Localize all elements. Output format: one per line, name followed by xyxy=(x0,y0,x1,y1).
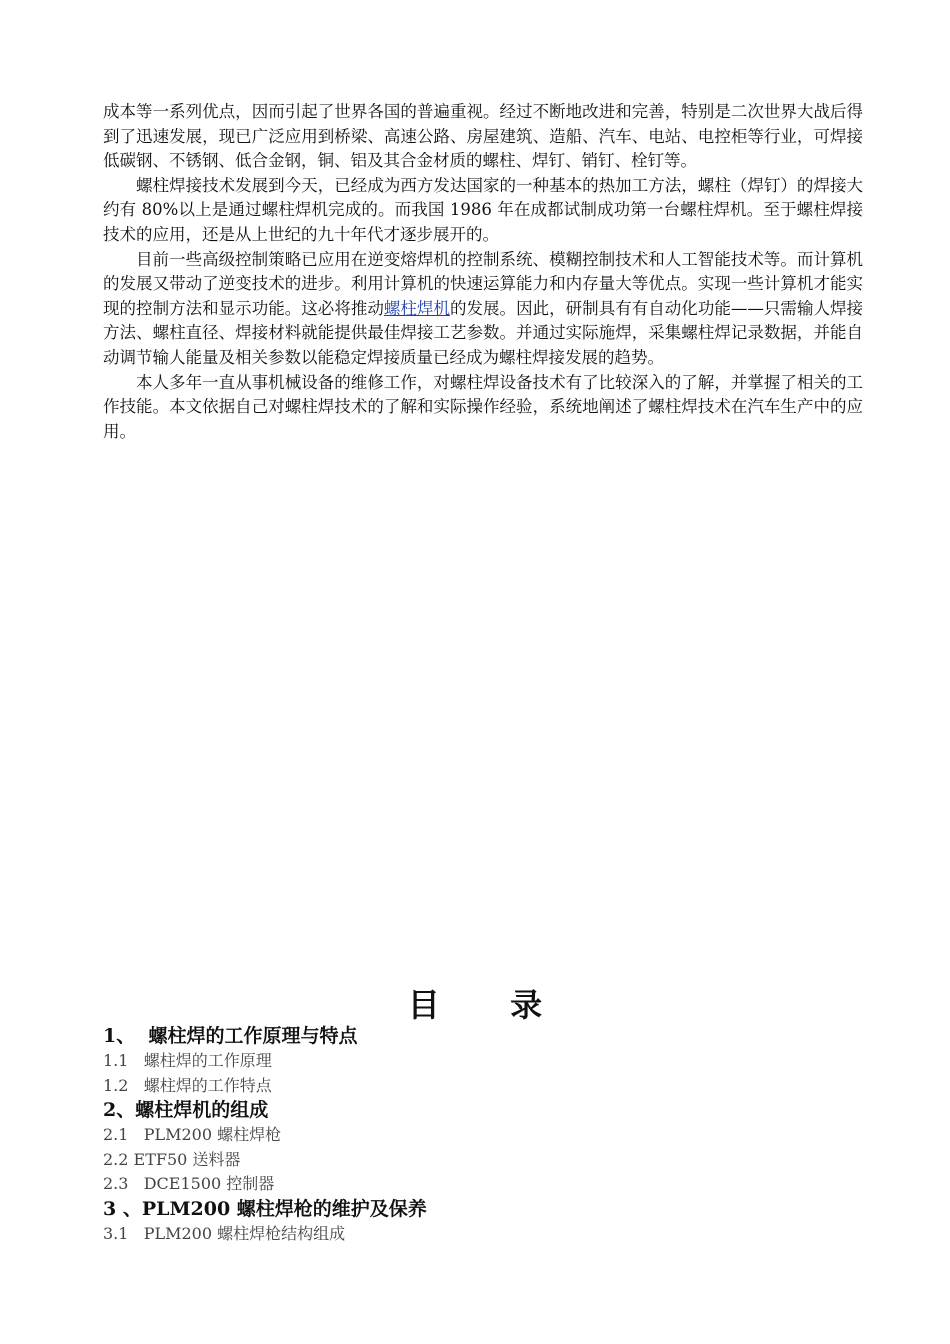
toc-entry-2-1[interactable]: 2.1 PLM200 螺柱焊枪 xyxy=(103,1125,282,1144)
paragraph-development: 螺柱焊接技术发展到今天，已经成为西方发达国家的一种基本的热加工方法，螺柱（焊钉）的焊接大约有 80%以上是通过螺柱焊机完成的。而我国 1986 年在成都试制成功第一台螺柱焊机。至于螺柱焊接技术的应用，还是从上世纪的九十年代才逐步展开的。 xyxy=(103,175,863,244)
toc-entry-2[interactable]: 2、螺柱焊机的组成 xyxy=(103,1099,269,1121)
paragraph-text-before-link: 目前一些高级控制策略已应用在逆变熔焊机的控制系统、模糊控制技术和人工智能技术等。而计算机的发展又带动了逆变技术的进步。利用计算机的快速运算能力和内存量大等优点。实现一些计算机才能实现的控制方法和显示功能。这必将推动 xyxy=(103,249,863,318)
paragraph-author-intro: 本人多年一直从事机械设备的维修工作，对螺柱焊设备技术有了比较深入的了解，并掌握了相关的工作技能。本文依据自己对螺柱焊技术的了解和实际操作经验，系统地阐述了螺柱焊技术在汽车生产中的应用。 xyxy=(103,372,863,441)
table-of-contents xyxy=(103,1024,863,1246)
toc-entry-1[interactable]: 1、 螺柱焊的工作原理与特点 xyxy=(103,1025,358,1047)
paragraph-advantages: 成本等一系列优点，因而引起了世界各国的普遍重视。经过不断地改进和完善，特别是二次世界大战后得到了迅速发展，现已广泛应用到桥梁、高速公路、房屋建筑、造船、汽车、电站、电控柜等行业，可焊接低碳钢、不锈钢、低合金钢，铜、铝及其合金材质的螺柱、焊钉、销钉、栓钉等。 xyxy=(103,102,863,171)
toc-entry-3[interactable]: 3 、PLM200 螺柱焊枪的维护及保养 xyxy=(103,1197,427,1220)
toc-entry-2-2[interactable]: 2.2 ETF50 送料器 xyxy=(103,1149,241,1169)
body-text xyxy=(103,100,863,444)
toc-entry-1-1[interactable]: 1.1 螺柱焊的工作原理 xyxy=(103,1051,272,1070)
toc-entry-3-1[interactable]: 3.1 PLM200 螺柱焊枪结构组成 xyxy=(103,1223,346,1243)
toc-entry-2-3[interactable]: 2.3 DCE1500 控制器 xyxy=(103,1174,275,1193)
paragraph-text-after-link: 的发展。因此，研制具有有自动化功能——只需输人焊接方法、螺柱直径、焊接材料就能提供最佳焊接工艺参数。并通过实际施焊，采集螺柱焊记录数据，并能自动调节输人能量及相关参数以能稳定焊接质量已经成为螺柱焊接发展的趋势。 xyxy=(103,298,864,367)
stud-welder-link[interactable]: 螺柱焊机 xyxy=(383,298,450,318)
paragraph-control-strategy xyxy=(103,248,863,371)
toc-title: 目录 xyxy=(407,986,613,1024)
toc-entry-1-2[interactable]: 1.2 螺柱焊的工作特点 xyxy=(103,1075,272,1095)
